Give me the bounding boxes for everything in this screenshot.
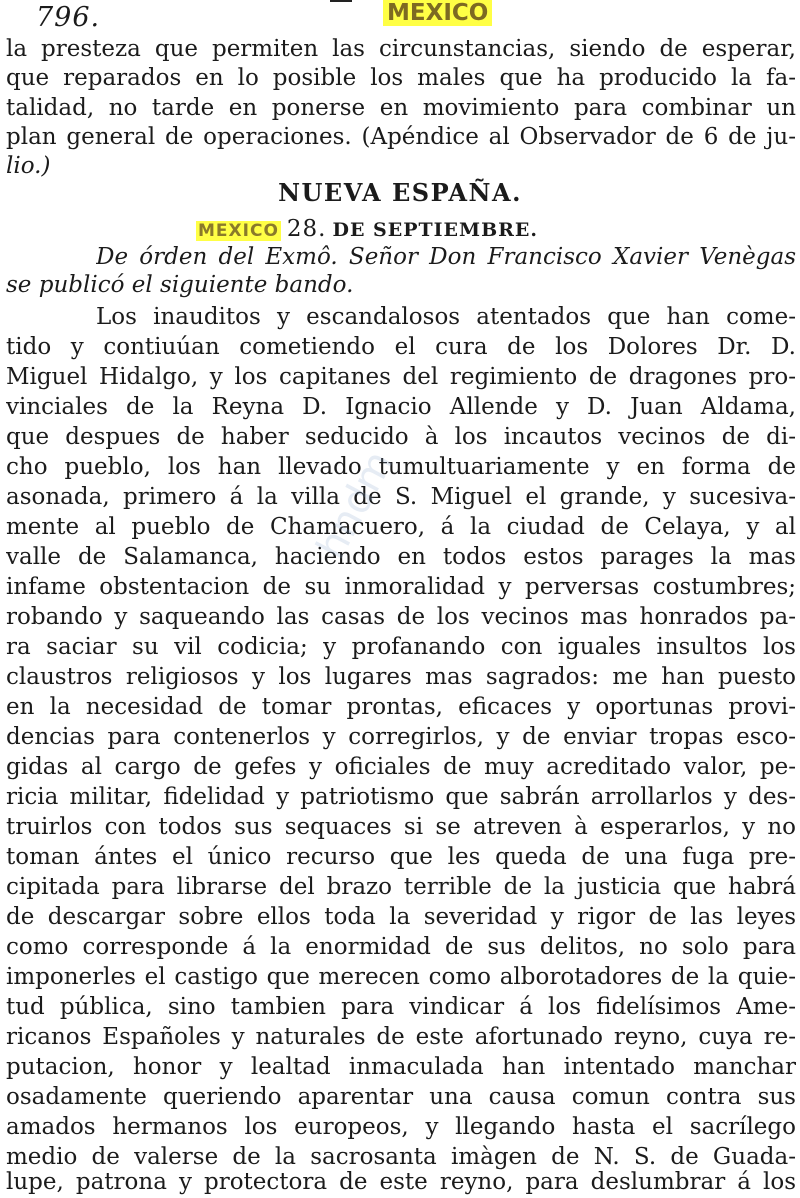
text-line: osadamente queriendo aparentar una causa comun contra sus — [6, 1084, 796, 1110]
text-line: talidad, no tarde en ponerse en movimiento para combinar un — [6, 95, 796, 121]
text-line: que despues de haber seducido à los incautos vecinos de di- — [6, 424, 796, 450]
text-line: robando y saqueando las casas de los vecinos mas honrados pa- — [6, 604, 796, 630]
dateline-city: MEXICO — [198, 221, 279, 241]
text-line: como corresponde á la enormidad de sus delitos, no solo para — [6, 934, 796, 960]
intro-line: De órden del Exmô. Señor Don Francisco Xavier Venègas — [96, 244, 796, 270]
text-line: imponerles el castigo que merecen como alborotadores de la quie- — [6, 964, 796, 990]
text-line: tud pública, sino tambien para vindicar á los fidelísimos Ame- — [6, 994, 796, 1020]
text-line: amados hermanos los europeos, y llegando hasta el sacrílego — [6, 1114, 796, 1140]
text-line: valle de Salamanca, haciendo en todos estos parages la mas — [6, 544, 796, 570]
text-line: asonada, primero á la villa de S. Miguel el grande, y sucesiva- — [6, 484, 796, 510]
text-line: que reparados en lo posible los males que ha producido la fa- — [6, 65, 796, 91]
text-line: truirlos con todos sus sequaces si se atreven à esperarlos, y no — [6, 814, 796, 840]
text-line: la presteza que permiten las circunstancias, siendo de esperar, — [6, 36, 796, 62]
text-line: infame obstentacion de su inmoralidad y perversas costumbres; — [6, 574, 796, 600]
section-heading: NUEVA ESPAÑA. — [278, 178, 522, 207]
text-line: Los inauditos y escandalosos atentados que han come- — [96, 304, 796, 330]
text-line: de descargar sobre ellos toda la severidad y rigor de las leyes — [6, 904, 796, 930]
intro-line: se publicó el siguiente bando. — [6, 272, 354, 298]
text-line: ricanos Españoles y naturales de este afortunado reyno, cuya re- — [6, 1024, 796, 1050]
text-line: gidas al cargo de gefes y oficiales de muy acreditado valor, pe- — [6, 754, 796, 780]
text-line: cho pueblo, los han llevado tumultuariamente y en forma de — [6, 454, 796, 480]
running-head: MEXICO — [383, 0, 492, 26]
text-line: Miguel Hidalgo, y los capitanes del regimiento de dragones pro- — [6, 364, 796, 390]
text-line: ricia militar, fidelidad y patriotismo que sabrán arrollarlos y des- — [6, 784, 796, 810]
text-line: en la necesidad de tomar prontas, eficaces y oportunas provi- — [6, 694, 796, 720]
text-line: lupe, patrona y protectora de este reyno, para deslumbrar á los — [6, 1169, 796, 1195]
dateline-day: 28. — [286, 216, 327, 242]
watermark: hndm — [308, 443, 403, 567]
dateline — [196, 216, 538, 242]
dateline-month: DE SEPTIEMBRE. — [332, 219, 539, 241]
text-line: medio de valerse de la sacrosanta imàgen de N. S. de Guada- — [6, 1144, 796, 1170]
text-line: dencias para contenerlos y corregirlos, y de enviar tropas esco- — [6, 724, 796, 750]
text-line: vinciales de la Reyna D. Ignacio Allende y D. Juan Aldama, — [6, 394, 796, 420]
text-line: lio.) — [6, 153, 51, 179]
text-line: tido y contiuúan cometiendo el cura de los Dolores Dr. D. — [6, 334, 796, 360]
text-line: plan general de operaciones. (Apéndice al Observador de 6 de ju- — [6, 124, 796, 150]
text-line: toman ántes el único recurso que les queda de una fuga pre- — [6, 844, 796, 870]
text-line: mente al pueblo de Chamacuero, á la ciudad de Celaya, y al — [6, 514, 796, 540]
text-line: cipitada para librarse del brazo terrible de la justicia que habrá — [6, 874, 796, 900]
text-line: claustros religiosos y los lugares mas sagrados: me han puesto — [6, 664, 796, 690]
page-number: 796. — [36, 2, 101, 33]
text-line: ra saciar su vil codicia; y profanando con iguales insultos los — [6, 634, 796, 660]
text-line: putacion, honor y lealtad inmaculada han intentado manchar — [6, 1054, 796, 1080]
top-rule — [330, 0, 352, 2]
